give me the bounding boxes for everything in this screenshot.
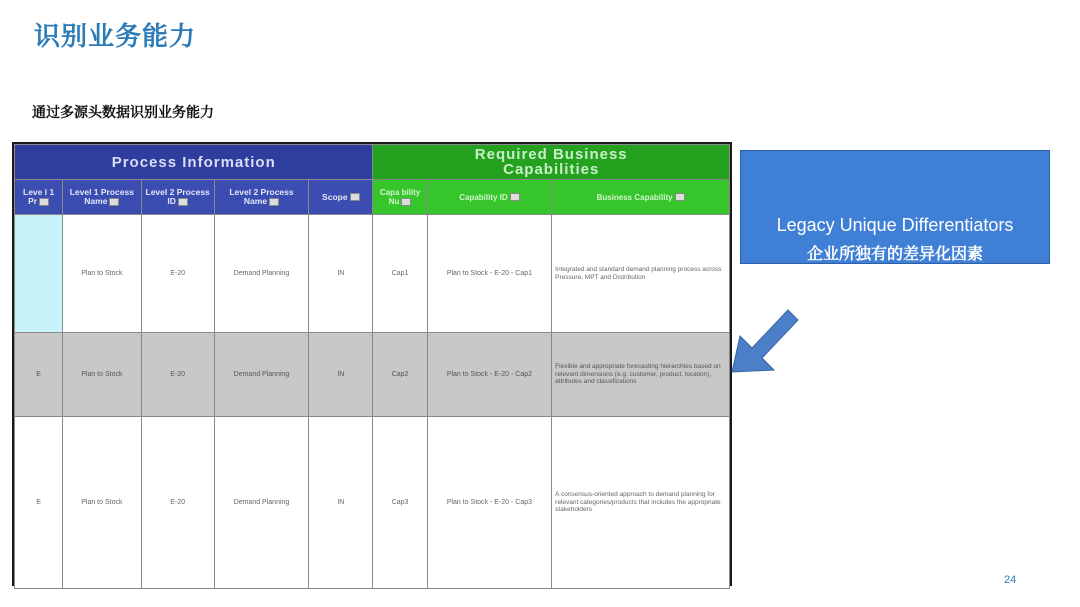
column-header-capability-number[interactable]: Capa bility Nu — [373, 180, 427, 215]
cell-level1-name: Plan to Stock — [63, 215, 141, 333]
column-header-level1-name[interactable]: Level 1 Process Name — [63, 180, 141, 215]
required-capabilities-header — [373, 145, 730, 180]
required-capabilities-line2: Capabilities — [503, 161, 600, 178]
cell-level1-name: Plan to Stock — [63, 333, 141, 417]
callout-english-text: Legacy Unique Differentiators — [776, 215, 1014, 235]
cell-scope: IN — [309, 215, 373, 333]
slide-title: 识别业务能力 — [34, 22, 197, 52]
pointer-arrow-icon — [726, 300, 806, 380]
table-row — [15, 333, 730, 417]
cell-capability-number: Cap1 — [373, 215, 427, 333]
cell-level2-name: Demand Planning — [214, 215, 308, 333]
column-header-level2-id[interactable]: Level 2 Process ID — [141, 180, 214, 215]
capability-table — [12, 142, 732, 586]
cell-level2-name: Demand Planning — [214, 417, 308, 589]
filter-dropdown-icon[interactable] — [178, 198, 188, 206]
required-capabilities-line1: Required Business — [474, 146, 628, 163]
cell-level2-name: Demand Planning — [214, 333, 308, 417]
filter-dropdown-icon[interactable] — [39, 198, 49, 206]
process-information-header: Process Information — [15, 145, 373, 180]
cell-level2-id: E-20 — [141, 417, 214, 589]
cell-level1 — [15, 215, 63, 333]
page-number: 24 — [1004, 574, 1017, 586]
filter-dropdown-icon[interactable] — [350, 193, 360, 201]
legacy-differentiators-callout — [740, 150, 1050, 264]
column-header-level1[interactable]: Leve l 1 Pr — [15, 180, 63, 215]
cell-level1: E — [15, 417, 63, 589]
cell-business-capability: Integrated and standard demand planning process across Pressure, MPT and Distribution — [552, 215, 730, 333]
cell-capability-number: Cap3 — [373, 417, 427, 589]
callout-chinese-text: 企业所独有的差异化因素 — [806, 244, 983, 263]
filter-dropdown-icon[interactable] — [109, 198, 119, 206]
filter-dropdown-icon[interactable] — [269, 198, 279, 206]
cell-capability-id: Plan to Stock - E-20 - Cap1 — [427, 215, 552, 333]
filter-dropdown-icon[interactable] — [675, 193, 685, 201]
filter-dropdown-icon[interactable] — [510, 193, 520, 201]
cell-capability-id: Plan to Stock - E-20 - Cap3 — [427, 417, 552, 589]
column-header-capability-id[interactable]: Capability ID — [427, 180, 552, 215]
cell-level2-id: E-20 — [141, 215, 214, 333]
cell-scope: IN — [309, 417, 373, 589]
cell-business-capability: A consensus-oriented approach to demand planning for relevant categories/products that includes the appropriate stakeholders — [552, 417, 730, 589]
cell-scope: IN — [309, 333, 373, 417]
table-row — [15, 215, 730, 333]
cell-level2-id: E-20 — [141, 333, 214, 417]
slide-subtitle: 通过多源头数据识别业务能力 — [32, 105, 214, 121]
cell-capability-number: Cap2 — [373, 333, 427, 417]
cell-capability-id: Plan to Stock - E-20 - Cap2 — [427, 333, 552, 417]
filter-dropdown-icon[interactable] — [401, 198, 411, 206]
column-header-level2-name[interactable]: Level 2 Process Name — [214, 180, 308, 215]
cell-level1: E — [15, 333, 63, 417]
column-header-business-capability[interactable]: Business Capability — [552, 180, 730, 215]
column-header-scope[interactable]: Scope — [309, 180, 373, 215]
cell-level1-name: Plan to Stock — [63, 417, 141, 589]
cell-business-capability: Flexible and appropriate forecasting hierarchies based on relevant dimensions (e.g. customer, product, location), attributes and classifications — [552, 333, 730, 417]
table-row — [15, 417, 730, 589]
